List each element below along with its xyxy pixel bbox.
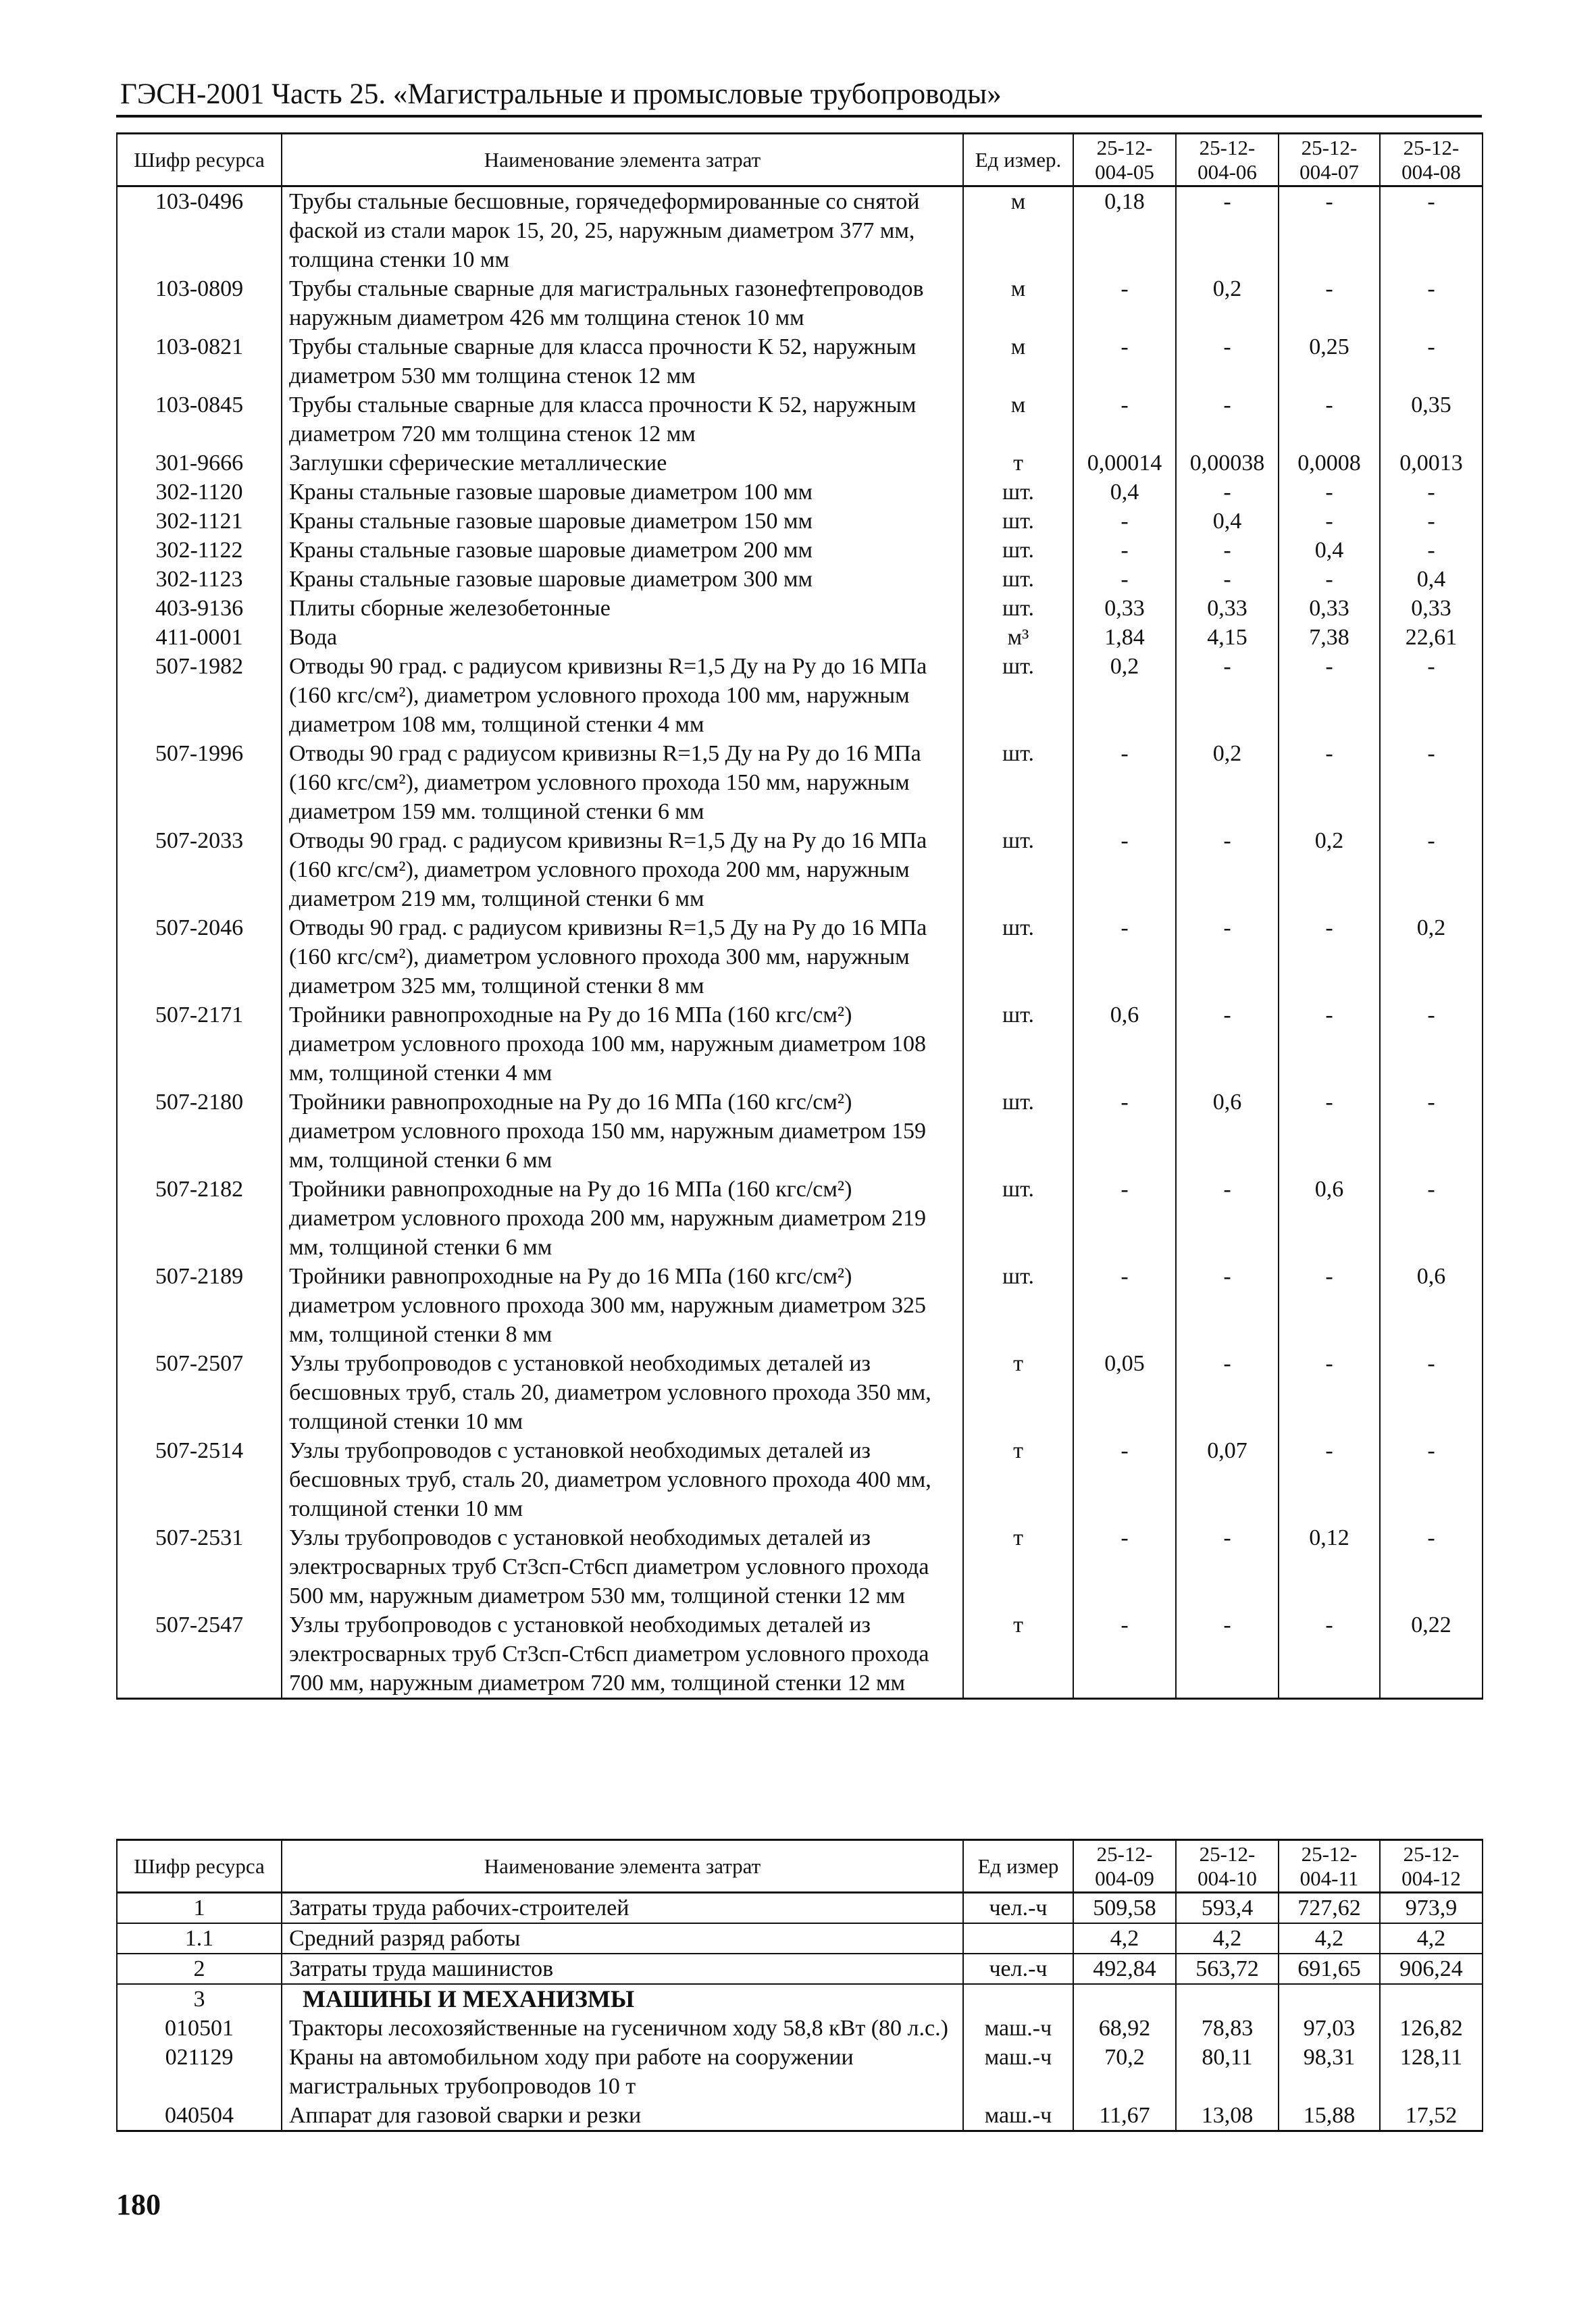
item-name: Аппарат для газовой сварки и резки [282, 2101, 963, 2131]
unit: шт. [963, 1000, 1073, 1088]
value-col2: - [1176, 536, 1279, 565]
table-row [117, 449, 1483, 478]
value-col1: - [1073, 1262, 1176, 1349]
unit: шт. [963, 652, 1073, 739]
resource-code: 103-0496 [117, 186, 282, 275]
header-col3: 25-12-004-11 [1279, 1840, 1380, 1893]
resource-code: 1 [117, 1893, 282, 1924]
value-col3: - [1279, 274, 1380, 332]
value-col2: 4,2 [1176, 1923, 1279, 1954]
unit [963, 1984, 1073, 2014]
value-col2: 80,11 [1176, 2043, 1279, 2101]
resource-code: 507-2046 [117, 913, 282, 1000]
unit [963, 1923, 1073, 1954]
unit: т [963, 1523, 1073, 1610]
item-name: Трубы стальные сварные для магистральных газонефтепроводов наружным диаметром 426 мм толщина стенок 10 мм [282, 274, 963, 332]
value-col2: - [1176, 332, 1279, 390]
unit: т [963, 449, 1073, 478]
resource-code: 302-1122 [117, 536, 282, 565]
item-name: Краны стальные газовые шаровые диаметром 200 мм [282, 536, 963, 565]
value-col1: 70,2 [1073, 2043, 1176, 2101]
unit: шт. [963, 1262, 1073, 1349]
unit: шт. [963, 826, 1073, 913]
table-row [117, 186, 1483, 275]
header-col4: 25-12-004-12 [1380, 1840, 1483, 1893]
unit: м [963, 274, 1073, 332]
value-col3: 0,25 [1279, 332, 1380, 390]
value-col2: - [1176, 565, 1279, 594]
header-col4: 25-12-004-08 [1380, 134, 1483, 186]
value-col3: 0,4 [1279, 536, 1380, 565]
unit: м [963, 332, 1073, 390]
value-col1: 0,4 [1073, 478, 1176, 507]
resource-code: 2 [117, 1954, 282, 1984]
value-col4: - [1380, 478, 1483, 507]
unit: м [963, 186, 1073, 275]
table-row [117, 536, 1483, 565]
value-col2: - [1176, 1000, 1279, 1088]
value-col3: - [1279, 1000, 1380, 1088]
value-col3: 0,2 [1279, 826, 1380, 913]
value-col1: - [1073, 1088, 1176, 1175]
resource-code: 010501 [117, 2014, 282, 2043]
value-col3: 727,62 [1279, 1893, 1380, 1924]
unit: чел.-ч [963, 1954, 1073, 1984]
table-row [117, 274, 1483, 332]
value-col2: 0,4 [1176, 507, 1279, 536]
page-header: ГЭСН-2001 Часть 25. «Магистральные и промысловые трубопроводы» [120, 78, 1002, 110]
header-col1: 25-12-004-05 [1073, 134, 1176, 186]
value-col4: - [1380, 739, 1483, 826]
value-col1: - [1073, 1523, 1176, 1610]
value-col3: - [1279, 1262, 1380, 1349]
value-col4: - [1380, 1088, 1483, 1175]
table-row [117, 1923, 1483, 1954]
item-name: Краны стальные газовые шаровые диаметром 300 мм [282, 565, 963, 594]
value-col1: 0,6 [1073, 1000, 1176, 1088]
unit: т [963, 1349, 1073, 1436]
value-col1: - [1073, 739, 1176, 826]
value-col1: - [1073, 826, 1176, 913]
value-col4: 0,4 [1380, 565, 1483, 594]
item-name: Вода [282, 623, 963, 652]
item-name: Трубы стальные сварные для класса прочности К 52, наружным диаметром 530 мм толщина стенок 12 мм [282, 332, 963, 390]
item-name: Краны на автомобильном ходу при работе на сооружении магистральных трубопроводов 10 т [282, 2043, 963, 2101]
header-code: Шифр ресурса [117, 1840, 282, 1893]
value-col3: - [1279, 478, 1380, 507]
value-col4: - [1380, 1000, 1483, 1088]
table-row [117, 1088, 1483, 1175]
value-col4: 973,9 [1380, 1893, 1483, 1924]
labor-machines-table [116, 1839, 1483, 2132]
resources-table [116, 132, 1483, 1700]
header-unit: Ед измер [963, 1840, 1073, 1893]
table-row [117, 623, 1483, 652]
item-name: Плиты сборные железобетонные [282, 594, 963, 623]
item-name: Узлы трубопроводов с установкой необходимых деталей из бесшовных труб, сталь 20, диаметром условного прохода 400 мм, толщиной стенки 10 мм [282, 1436, 963, 1523]
item-name: Узлы трубопроводов с установкой необходимых деталей из электросварных труб Ст3сп-Ст6сп диаметром условного прохода 700 мм, наружным диаметром 720 мм, толщиной стенки 12 мм [282, 1610, 963, 1699]
value-col2: 4,15 [1176, 623, 1279, 652]
value-col3: 0,0008 [1279, 449, 1380, 478]
item-name: Отводы 90 град с радиусом кривизны R=1,5 Ду на Ру до 16 МПа (160 кгс/см²), диаметром условного прохода 150 мм, наружным диаметром 159 мм. толщиной стенки 6 мм [282, 739, 963, 826]
unit: чел.-ч [963, 1893, 1073, 1924]
value-col1: 0,33 [1073, 594, 1176, 623]
value-col1: - [1073, 1436, 1176, 1523]
resource-code: 403-9136 [117, 594, 282, 623]
header-unit: Ед измер. [963, 134, 1073, 186]
value-col1 [1073, 1984, 1176, 2014]
value-col2: 0,2 [1176, 739, 1279, 826]
table-row [117, 2101, 1483, 2131]
unit: м [963, 390, 1073, 449]
value-col2: - [1176, 1262, 1279, 1349]
header-col2: 25-12-004-06 [1176, 134, 1279, 186]
table-row [117, 1954, 1483, 1984]
value-col4: - [1380, 652, 1483, 739]
value-col2: 78,83 [1176, 2014, 1279, 2043]
value-col2: - [1176, 826, 1279, 913]
value-col1: - [1073, 913, 1176, 1000]
unit: шт. [963, 1175, 1073, 1262]
value-col1: - [1073, 1610, 1176, 1699]
value-col3: 0,6 [1279, 1175, 1380, 1262]
table-row [117, 507, 1483, 536]
value-col1: - [1073, 507, 1176, 536]
value-col4: - [1380, 332, 1483, 390]
value-col4: 4,2 [1380, 1923, 1483, 1954]
value-col3: - [1279, 186, 1380, 275]
table-row [117, 1893, 1483, 1924]
unit: маш.-ч [963, 2101, 1073, 2131]
value-col2: 0,07 [1176, 1436, 1279, 1523]
table-row [117, 1523, 1483, 1610]
value-col4: - [1380, 1175, 1483, 1262]
table-row [117, 739, 1483, 826]
header-rule [116, 115, 1482, 118]
value-col2: - [1176, 913, 1279, 1000]
resource-code: 507-2182 [117, 1175, 282, 1262]
resource-code: 021129 [117, 2043, 282, 2101]
table-row [117, 1175, 1483, 1262]
value-col4: - [1380, 507, 1483, 536]
item-name: Трубы стальные бесшовные, горячедеформированные со снятой фаской из стали марок 15, 20, 25, наружным диаметром 377 мм, толщина стенки 10 мм [282, 186, 963, 275]
resource-code: 302-1120 [117, 478, 282, 507]
value-col3: 98,31 [1279, 2043, 1380, 2101]
value-col2: 0,6 [1176, 1088, 1279, 1175]
table-row [117, 1984, 1483, 2014]
resource-code: 507-2531 [117, 1523, 282, 1610]
item-name: Узлы трубопроводов с установкой необходимых деталей из электросварных труб Ст3сп-Ст6сп диаметром условного прохода 500 мм, наружным диаметром 530 мм, толщиной стенки 12 мм [282, 1523, 963, 1610]
resource-code: 507-2171 [117, 1000, 282, 1088]
table-row [117, 2043, 1483, 2101]
item-name: Заглушки сферические металлические [282, 449, 963, 478]
table-row [117, 1000, 1483, 1088]
value-col2: - [1176, 1523, 1279, 1610]
value-col1: - [1073, 1175, 1176, 1262]
value-col2: 563,72 [1176, 1954, 1279, 1984]
value-col3: - [1279, 565, 1380, 594]
value-col1: 68,92 [1073, 2014, 1176, 2043]
value-col2: - [1176, 478, 1279, 507]
value-col2: 0,00038 [1176, 449, 1279, 478]
value-col4: - [1380, 186, 1483, 275]
header-col1: 25-12-004-09 [1073, 1840, 1176, 1893]
table-row [117, 913, 1483, 1000]
value-col4: 0,22 [1380, 1610, 1483, 1699]
unit: шт. [963, 739, 1073, 826]
item-name: Тракторы лесохозяйственные на гусеничном ходу 58,8 кВт (80 л.с.) [282, 2014, 963, 2043]
value-col2: - [1176, 390, 1279, 449]
item-name: Средний разряд работы [282, 1923, 963, 1954]
table-row [117, 652, 1483, 739]
resource-code: 507-2180 [117, 1088, 282, 1175]
resource-code: 507-1996 [117, 739, 282, 826]
value-col1: - [1073, 332, 1176, 390]
value-col4 [1380, 1984, 1483, 2014]
value-col1: 4,2 [1073, 1923, 1176, 1954]
value-col3: 0,12 [1279, 1523, 1380, 1610]
value-col3: - [1279, 390, 1380, 449]
value-col4: - [1380, 536, 1483, 565]
value-col3 [1279, 1984, 1380, 2014]
table-row [117, 1610, 1483, 1699]
resource-code: 103-0821 [117, 332, 282, 390]
value-col4: 0,2 [1380, 913, 1483, 1000]
value-col4: 17,52 [1380, 2101, 1483, 2131]
value-col3: 97,03 [1279, 2014, 1380, 2043]
table-row [117, 565, 1483, 594]
unit: т [963, 1436, 1073, 1523]
unit: м³ [963, 623, 1073, 652]
header-col2: 25-12-004-10 [1176, 1840, 1279, 1893]
unit: шт. [963, 913, 1073, 1000]
unit: шт. [963, 594, 1073, 623]
item-name: Краны стальные газовые шаровые диаметром 100 мм [282, 478, 963, 507]
value-col3: 0,33 [1279, 594, 1380, 623]
value-col2: 13,08 [1176, 2101, 1279, 2131]
value-col3: - [1279, 1349, 1380, 1436]
header-name: Наименование элемента затрат [282, 134, 963, 186]
value-col2: 0,33 [1176, 594, 1279, 623]
unit: шт. [963, 1088, 1073, 1175]
value-col4: - [1380, 826, 1483, 913]
value-col4: - [1380, 274, 1483, 332]
value-col4: - [1380, 1436, 1483, 1523]
value-col3: 15,88 [1279, 2101, 1380, 2131]
resource-code: 301-9666 [117, 449, 282, 478]
item-name: Трубы стальные сварные для класса прочности К 52, наружным диаметром 720 мм толщина стенок 12 мм [282, 390, 963, 449]
value-col3: - [1279, 1610, 1380, 1699]
header-name: Наименование элемента затрат [282, 1840, 963, 1893]
item-name: Краны стальные газовые шаровые диаметром 150 мм [282, 507, 963, 536]
unit: шт. [963, 507, 1073, 536]
resource-code: 040504 [117, 2101, 282, 2131]
unit: т [963, 1610, 1073, 1699]
value-col1: 0,05 [1073, 1349, 1176, 1436]
value-col3: - [1279, 913, 1380, 1000]
value-col2: - [1176, 652, 1279, 739]
item-name: Отводы 90 град. с радиусом кривизны R=1,5 Ду на Ру до 16 МПа (160 кгс/см²), диаметром условного прохода 300 мм, наружным диаметром 325 мм, толщиной стенки 8 мм [282, 913, 963, 1000]
item-name: Тройники равнопроходные на Ру до 16 МПа (160 кгс/см²) диаметром условного прохода 200 мм, наружным диаметром 219 мм, толщиной стенки 6 мм [282, 1175, 963, 1262]
unit: шт. [963, 565, 1073, 594]
value-col2: - [1176, 1610, 1279, 1699]
value-col3: 7,38 [1279, 623, 1380, 652]
item-name: Тройники равнопроходные на Ру до 16 МПа (160 кгс/см²) диаметром условного прохода 100 мм, наружным диаметром 108 мм, толщиной стенки 4 мм [282, 1000, 963, 1088]
resource-code: 507-2514 [117, 1436, 282, 1523]
resource-code: 3 [117, 1984, 282, 2014]
value-col2: - [1176, 1175, 1279, 1262]
resource-code: 507-1982 [117, 652, 282, 739]
resource-code: 507-2547 [117, 1610, 282, 1699]
value-col1: - [1073, 274, 1176, 332]
value-col2: - [1176, 186, 1279, 275]
value-col4: - [1380, 1349, 1483, 1436]
resource-code: 103-0845 [117, 390, 282, 449]
value-col2: 0,2 [1176, 274, 1279, 332]
value-col1: 11,67 [1073, 2101, 1176, 2131]
value-col3: - [1279, 652, 1380, 739]
table-row [117, 2014, 1483, 2043]
value-col2: - [1176, 1349, 1279, 1436]
item-name: Узлы трубопроводов с установкой необходимых деталей из бесшовных труб, сталь 20, диаметром условного прохода 350 мм, толщиной стенки 10 мм [282, 1349, 963, 1436]
resource-code: 507-2033 [117, 826, 282, 913]
value-col1: - [1073, 536, 1176, 565]
value-col4: 0,0013 [1380, 449, 1483, 478]
item-name: Отводы 90 град. с радиусом кривизны R=1,5 Ду на Ру до 16 МПа (160 кгс/см²), диаметром условного прохода 100 мм, наружным диаметром 108 мм, толщиной стенки 4 мм [282, 652, 963, 739]
item-name: Тройники равнопроходные на Ру до 16 МПа (160 кгс/см²) диаметром условного прохода 300 мм, наружным диаметром 325 мм, толщиной стенки 8 мм [282, 1262, 963, 1349]
value-col4: 126,82 [1380, 2014, 1483, 2043]
resource-code: 103-0809 [117, 274, 282, 332]
value-col1: 492,84 [1073, 1954, 1176, 1984]
value-col3: 691,65 [1279, 1954, 1380, 1984]
value-col3: - [1279, 507, 1380, 536]
header-col3: 25-12-004-07 [1279, 134, 1380, 186]
resource-code: 302-1123 [117, 565, 282, 594]
unit: маш.-ч [963, 2014, 1073, 2043]
item-name: Затраты труда машинистов [282, 1954, 963, 1984]
table-row [117, 826, 1483, 913]
value-col1: - [1073, 390, 1176, 449]
table-row [117, 332, 1483, 390]
table-row [117, 478, 1483, 507]
header-code: Шифр ресурса [117, 134, 282, 186]
table-row [117, 390, 1483, 449]
value-col4: 0,33 [1380, 594, 1483, 623]
value-col4: 0,6 [1380, 1262, 1483, 1349]
item-name: Отводы 90 град. с радиусом кривизны R=1,5 Ду на Ру до 16 МПа (160 кгс/см²), диаметром условного прохода 200 мм, наружным диаметром 219 мм, толщиной стенки 6 мм [282, 826, 963, 913]
value-col2 [1176, 1984, 1279, 2014]
value-col1: 509,58 [1073, 1893, 1176, 1924]
resource-code: 1.1 [117, 1923, 282, 1954]
value-col4: 22,61 [1380, 623, 1483, 652]
resource-code: 302-1121 [117, 507, 282, 536]
page-number: 180 [116, 2188, 161, 2221]
value-col2: 593,4 [1176, 1893, 1279, 1924]
item-name: Тройники равнопроходные на Ру до 16 МПа (160 кгс/см²) диаметром условного прохода 150 мм, наружным диаметром 159 мм, толщиной стенки 6 мм [282, 1088, 963, 1175]
unit: шт. [963, 478, 1073, 507]
unit: маш.-ч [963, 2043, 1073, 2101]
value-col1: 1,84 [1073, 623, 1176, 652]
table-row [117, 594, 1483, 623]
value-col1: 0,00014 [1073, 449, 1176, 478]
resource-code: 507-2507 [117, 1349, 282, 1436]
value-col1: 0,18 [1073, 186, 1176, 275]
value-col4: 0,35 [1380, 390, 1483, 449]
resource-code: 507-2189 [117, 1262, 282, 1349]
item-name: МАШИНЫ И МЕХАНИЗМЫ [282, 1984, 963, 2014]
unit: шт. [963, 536, 1073, 565]
value-col3: 4,2 [1279, 1923, 1380, 1954]
value-col4: - [1380, 1523, 1483, 1610]
value-col1: - [1073, 565, 1176, 594]
value-col1: 0,2 [1073, 652, 1176, 739]
value-col4: 906,24 [1380, 1954, 1483, 1984]
value-col3: - [1279, 1088, 1380, 1175]
item-name: Затраты труда рабочих-строителей [282, 1893, 963, 1924]
value-col3: - [1279, 739, 1380, 826]
value-col3: - [1279, 1436, 1380, 1523]
table-row [117, 1262, 1483, 1349]
table-row [117, 1349, 1483, 1436]
resource-code: 411-0001 [117, 623, 282, 652]
table-row [117, 1436, 1483, 1523]
value-col4: 128,11 [1380, 2043, 1483, 2101]
